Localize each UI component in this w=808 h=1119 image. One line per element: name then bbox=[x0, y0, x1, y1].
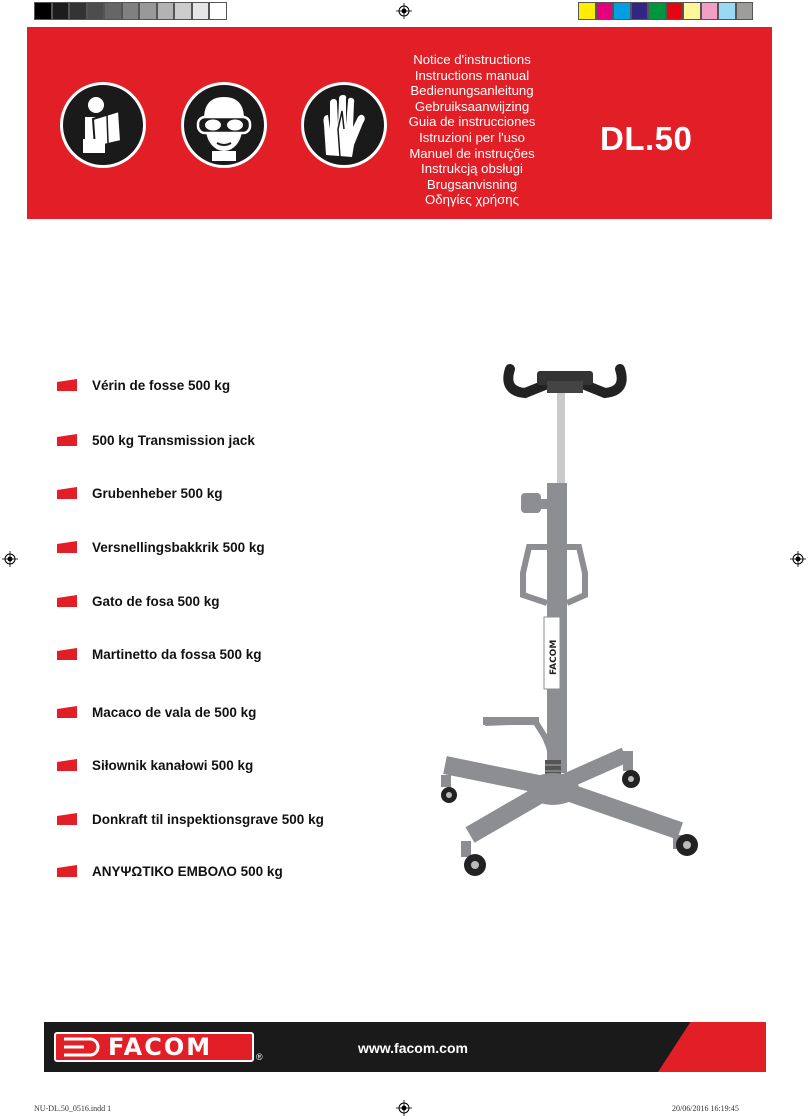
color-swatch bbox=[718, 2, 736, 20]
color-swatch bbox=[701, 2, 719, 20]
list-item bbox=[57, 758, 253, 773]
list-item bbox=[57, 705, 256, 720]
registration-mark-icon bbox=[396, 1100, 412, 1116]
color-swatch bbox=[122, 2, 140, 20]
manual-title: Instrukcją obsługi bbox=[421, 161, 523, 177]
model-number: DL.50 bbox=[600, 120, 693, 157]
color-swatch bbox=[139, 2, 157, 20]
color-calibration-bar bbox=[578, 2, 753, 20]
bullet-icon bbox=[57, 813, 77, 825]
bullet-icon bbox=[57, 706, 77, 718]
product-name: Grubenheber 500 kg bbox=[92, 486, 223, 501]
manual-title: Brugsanvisning bbox=[426, 176, 518, 192]
color-swatch bbox=[578, 2, 596, 20]
color-swatch bbox=[34, 2, 52, 20]
product-name: Siłownik kanałowi 500 kg bbox=[92, 758, 254, 773]
website-link[interactable]: www.facom.com bbox=[358, 1040, 468, 1056]
color-swatch bbox=[648, 2, 666, 20]
list-item bbox=[57, 594, 220, 609]
list-item bbox=[57, 864, 283, 879]
color-swatch bbox=[104, 2, 122, 20]
product-name: Vérin de fosse 500 kg bbox=[92, 378, 231, 393]
list-item bbox=[57, 433, 255, 448]
bullet-icon bbox=[57, 865, 77, 877]
safety-goggles-icon bbox=[181, 82, 267, 168]
bullet-icon bbox=[57, 434, 77, 446]
product-name: 500 kg Transmission jack bbox=[92, 433, 255, 448]
color-swatch bbox=[666, 2, 684, 20]
bullet-icon bbox=[57, 379, 77, 391]
color-swatch bbox=[596, 2, 614, 20]
registration-mark-icon bbox=[790, 551, 806, 567]
manual-title: Gebruiksaanwijzing bbox=[414, 98, 530, 114]
registration-mark-icon bbox=[2, 551, 18, 567]
product-name: Gato de fosa 500 kg bbox=[92, 594, 220, 609]
read-manual-icon bbox=[60, 82, 146, 168]
product-name: Martinetto da fossa 500 kg bbox=[92, 647, 262, 662]
product-name: Donkraft til inspektionsgrave 500 kg bbox=[92, 812, 324, 827]
grayscale-calibration-bar bbox=[34, 2, 227, 20]
registered-mark: ® bbox=[256, 1052, 263, 1062]
facom-logo bbox=[54, 1032, 254, 1062]
color-swatch bbox=[683, 2, 701, 20]
bullet-icon bbox=[57, 541, 77, 553]
registration-mark-icon bbox=[396, 3, 412, 19]
print-timestamp: 20/06/2016 16:19:45 bbox=[672, 1104, 739, 1113]
product-name: Versnellingsbakkrik 500 kg bbox=[92, 540, 265, 555]
color-swatch bbox=[174, 2, 192, 20]
jack-brand-label: FACOM bbox=[549, 639, 559, 675]
list-item bbox=[57, 812, 324, 827]
color-swatch bbox=[69, 2, 87, 20]
manual-title: Guia de instrucciones bbox=[408, 114, 536, 130]
color-swatch bbox=[736, 2, 754, 20]
color-swatch bbox=[157, 2, 175, 20]
bullet-icon bbox=[57, 487, 77, 499]
manual-title: Notice d'instructions bbox=[413, 52, 531, 67]
color-swatch bbox=[52, 2, 70, 20]
color-swatch bbox=[192, 2, 210, 20]
facom-emblem-icon bbox=[62, 1036, 102, 1058]
manual-title: Instructions manual bbox=[414, 67, 530, 83]
bullet-icon bbox=[57, 759, 77, 771]
manual-title: Manuel de instruções bbox=[409, 145, 535, 161]
bullet-icon bbox=[57, 648, 77, 660]
manual-title: Bedienungsanleitung bbox=[410, 83, 534, 99]
list-item bbox=[57, 647, 262, 662]
list-item bbox=[57, 540, 265, 555]
color-swatch bbox=[613, 2, 631, 20]
bullet-icon bbox=[57, 595, 77, 607]
product-name: Macaco de vala de 500 kg bbox=[92, 705, 257, 720]
manual-title-list bbox=[392, 52, 552, 208]
print-file-slug: NU-DL.50_0516.indd 1 bbox=[34, 1104, 112, 1113]
brand-wordmark: FACOM bbox=[108, 1033, 213, 1061]
transmission-jack-illustration bbox=[425, 355, 710, 885]
manual-title: Istruzioni per l'uso bbox=[419, 129, 525, 145]
manual-title: Οδηγίες χρήσης bbox=[425, 192, 519, 208]
color-swatch bbox=[87, 2, 105, 20]
protective-gloves-icon bbox=[301, 82, 387, 168]
product-name: ΑΝΥΨΩΤΙΚΟ ΕΜΒΟΛΟ 500 kg bbox=[92, 864, 283, 879]
color-swatch bbox=[631, 2, 649, 20]
color-swatch bbox=[209, 2, 227, 20]
list-item bbox=[57, 486, 223, 501]
list-item bbox=[57, 378, 230, 393]
